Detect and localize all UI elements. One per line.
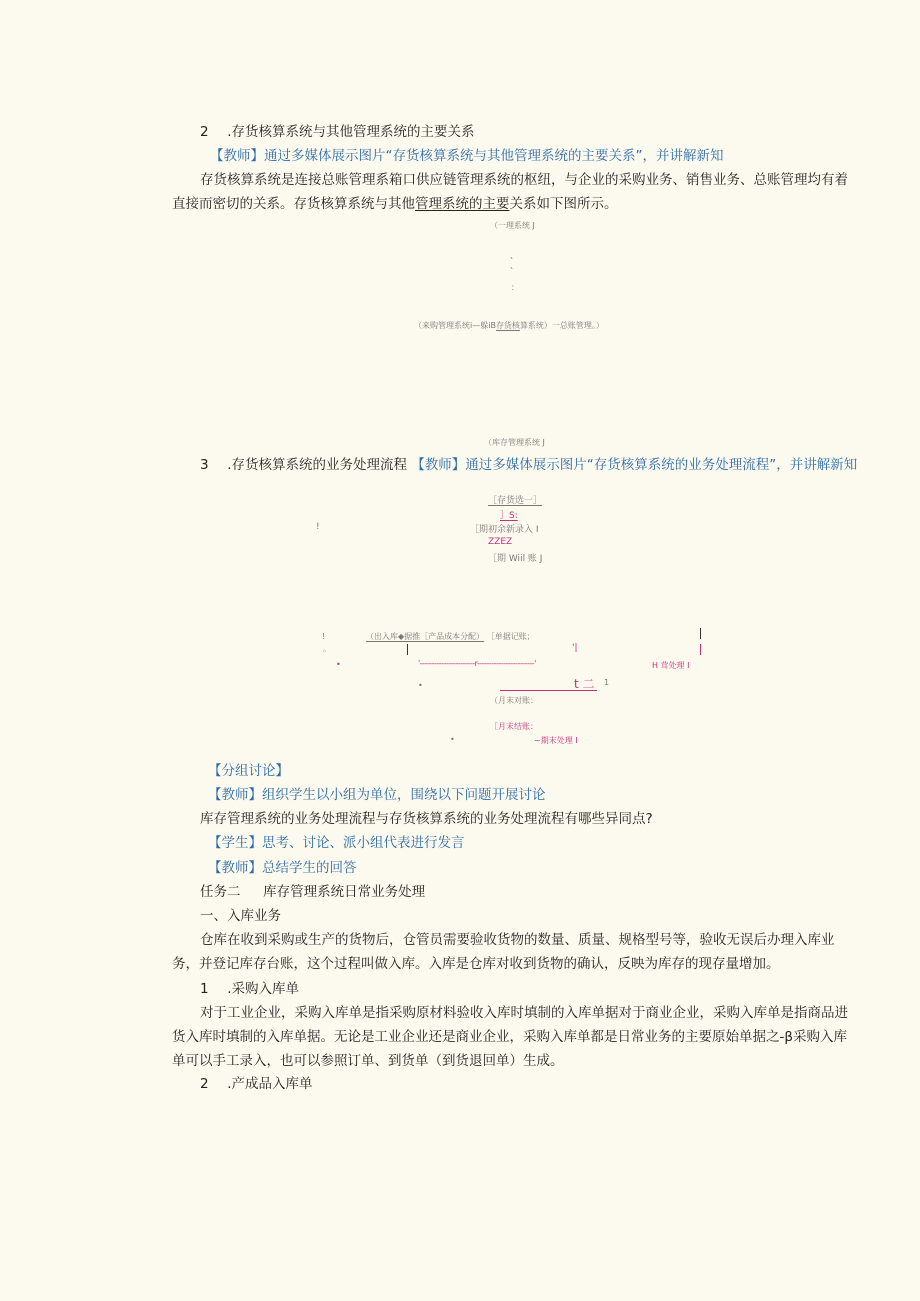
task-title: 库存管理系统日常业务处理 bbox=[263, 884, 426, 900]
item-1-title: .采购入库单 bbox=[227, 981, 299, 997]
diagram2-row1-mark: ! bbox=[322, 632, 326, 641]
diagram2-row7-dot: • bbox=[450, 735, 455, 744]
diagram2-cost-distribution: （出入库◆据推［产品成本分配） ［单据记账； bbox=[366, 632, 535, 641]
teacher-note-2: 【教师】通过多媒体展示图片“存货核算系统的业务处理流程”，并讲解新知 bbox=[411, 457, 858, 473]
discussion-label: 【分组讨论】 bbox=[208, 763, 289, 779]
diagram2-row4-end: 1 bbox=[604, 678, 610, 687]
diagram2-row4-dot: • bbox=[418, 681, 423, 690]
section-3-title: .存货核算系统的业务处理流程 bbox=[227, 457, 407, 473]
discussion-teacher-2: 【教师】总结学生的回答 bbox=[208, 860, 357, 876]
diagram2-left-bar bbox=[407, 644, 408, 655]
diagram2-period-account: ［期 Wiil 账 J bbox=[488, 554, 543, 564]
discussion-student: 【学生】思考、讨论、派小组代表进行发言 bbox=[208, 835, 465, 851]
task-heading bbox=[200, 880, 425, 904]
diagram2-special-process: H 茸处理 I bbox=[652, 661, 690, 670]
diagram2-row2-mark-b: '| bbox=[572, 643, 578, 653]
diagram2-left-mark: ! bbox=[316, 522, 320, 532]
diagram2-settings: ］S: bbox=[500, 511, 518, 521]
diagram2-month-end-reconcile: （月末对账： bbox=[490, 696, 538, 705]
item-1-body: 对于工业企业，采购入库单是指采购原材料验收入库时填制的入库单据对于商业企业，采购入库单是指商品进货入库时填制的入库单据。无论是工业企业还是商业企业，采购入库单都是日常业务的主要原始单据之-β采购入库单可以手工录入，也可以参照订单、到货单（到货退回单）生成。 bbox=[172, 1005, 848, 1069]
inbound-heading: 一、入库业务 bbox=[200, 908, 281, 924]
diagram2-right-bar-2 bbox=[700, 644, 701, 655]
item-2-heading bbox=[200, 1072, 312, 1096]
teacher-note-1: 【教师】通过多媒体展示图片“存货核算系统与其他管理系统的主要关系”，并讲解新知 bbox=[210, 148, 724, 164]
diagram1-top-node: （一理系统 J bbox=[490, 221, 535, 230]
item-2-title: .产成品入库单 bbox=[227, 1076, 313, 1092]
section-2-title: .存货核算系统与其他管理系统的主要关系 bbox=[227, 124, 475, 140]
diagram2-t-label: t 二 bbox=[574, 677, 595, 691]
diagram2-row3-dot: • bbox=[336, 660, 341, 669]
section-2-number: 2 bbox=[200, 124, 209, 140]
discussion-question: 库存管理系统的业务处理流程与存货核算系统的业务处理流程有哪些异同点? bbox=[200, 811, 653, 827]
diagram1-middle-row: （来购管理系统i—躲iB存货核算系统）一总账管理。） bbox=[414, 321, 604, 330]
item-1-heading bbox=[200, 977, 299, 1001]
diagram2-dashed-line: '-----------------------r------------------------' bbox=[418, 659, 536, 668]
diagram2-inventory-select: ［存货选一］ bbox=[488, 496, 543, 506]
section-2-heading bbox=[200, 120, 474, 144]
diagram1-connector-1: 、 bbox=[510, 251, 518, 260]
diagram1-connector-2: 、 bbox=[510, 261, 518, 270]
item-1-number: 1 bbox=[200, 981, 209, 997]
diagram1-connector-3: ： bbox=[511, 283, 519, 292]
diagram2-period-end-process: ~期末处理 I bbox=[534, 736, 578, 745]
diagram2-row2-mark: ◦ bbox=[322, 647, 327, 656]
diagram1-bottom-node: （库存管理系统 J bbox=[484, 438, 545, 447]
diagram2-month-end-close: ［月末结账： bbox=[490, 722, 538, 731]
discussion-teacher-1: 【教师】组织学生以小组为单位，围绕以下问题开展讨论 bbox=[208, 787, 546, 803]
section-3-heading bbox=[200, 453, 857, 477]
diagram2-right-bar-1 bbox=[700, 628, 701, 639]
inbound-body: 仓库在收到采购或生产的货物后，仓管员需要验收货物的数量、质量、规格型号等，验收无误后办理入库业务，并登记库存台账，这个过程叫做入库。入库是仓库对收到货物的确认，反映为库存的现存量增加。 bbox=[172, 932, 835, 972]
diagram2-opening-balance: ［期初余新录入 I bbox=[470, 525, 539, 535]
section-2-body: 存货核算系统是连接总账管理系箱口供应链管理系统的枢纽，与企业的采购业务、销售业务、总账管理均有着直接而密切的关系。存货核算系统与其他管理系统的主要关系如下图所示。 bbox=[172, 172, 848, 212]
task-label: 任务二 bbox=[200, 884, 241, 900]
diagram2-pink-label: ZZEZ bbox=[488, 537, 513, 547]
item-2-number: 2 bbox=[200, 1076, 209, 1092]
section-3-number: 3 bbox=[200, 457, 209, 473]
